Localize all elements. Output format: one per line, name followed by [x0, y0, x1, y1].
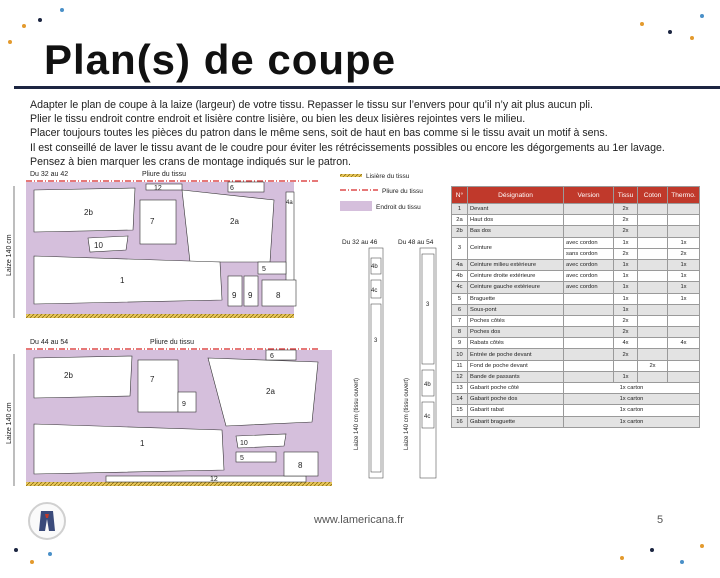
- strip-b-size-label: Du 48 au 54: [398, 239, 434, 246]
- header-version: Version: [564, 187, 614, 204]
- piece-label: 7: [150, 217, 155, 226]
- intro-line: Plier le tissu endroit contre endroit et lisière contre lisière, ou bien les deux lisières rejointes vers le milieu.: [30, 113, 526, 126]
- cell-interfacing: 4x: [668, 338, 700, 349]
- intro-line: Adapter le plan de coupe à la laize (largeur) de votre tissu. Repasser le tissu sur l’envers pour qu’il n’y ait plus aucun pli.: [30, 99, 593, 111]
- intro-line: Placer toujours toutes les pièces du patron dans le même sens, soit de haut en bas comme si le tissu avait un motif à sens.: [30, 127, 608, 140]
- cell-designation: Ceinture: [468, 237, 564, 259]
- selvage-strip: [26, 314, 294, 318]
- intro-line: Il est conseillé de laver le tissu avant de le coudre pour éviter les rétrécissements possibles ou encore les dégorgements au 1er lavage.: [30, 141, 665, 154]
- piece-label: 9: [182, 401, 186, 408]
- cell-interfacing: [668, 204, 700, 215]
- footer-url[interactable]: www.lamericana.fr: [314, 514, 404, 526]
- cell-number: 15: [452, 405, 468, 416]
- cell-version: [564, 349, 614, 360]
- piece-label: 6: [230, 185, 234, 192]
- table-row: [452, 226, 700, 237]
- piece-2a: [208, 358, 318, 426]
- cell-fabric: 2x: [614, 226, 638, 237]
- cell-interfacing: 1x: [668, 282, 700, 293]
- page-title: Plan(s) de coupe: [44, 36, 397, 83]
- piece-label: 4b: [371, 264, 378, 270]
- cell-designation: Fond de poche devant: [468, 360, 564, 371]
- table-row: [452, 215, 700, 226]
- cell-interfacing: 1x: [668, 259, 700, 270]
- brand-logo: [28, 502, 66, 540]
- cell-cotton: [638, 271, 668, 282]
- piece-1: [34, 256, 222, 304]
- cell-number: 12: [452, 371, 468, 382]
- cell-interfacing: [668, 360, 700, 371]
- cell-fabric: 2x: [614, 204, 638, 215]
- piece-label: 3: [426, 302, 430, 308]
- layout-b-width-label: Laize 140 cm: [6, 402, 13, 444]
- jeans-icon: [30, 504, 64, 538]
- piece-3: [371, 304, 381, 472]
- selvage-strip: [26, 482, 332, 486]
- header-cotton: Coton: [638, 187, 668, 204]
- cell-version: avec cordon: [564, 282, 614, 293]
- table-row: [452, 315, 700, 326]
- cell-cotton: [638, 204, 668, 215]
- table-row: [452, 204, 700, 215]
- cell-designation: Ceinture milieu extérieure: [468, 259, 564, 270]
- cell-cardboard: 1x carton: [564, 405, 700, 416]
- cell-version: avec cordon: [564, 259, 614, 270]
- table-row: [452, 394, 700, 405]
- cell-number: 5: [452, 293, 468, 304]
- cell-cotton: [638, 338, 668, 349]
- cell-cotton: [638, 304, 668, 315]
- cell-version: [564, 338, 614, 349]
- table-row: [452, 259, 700, 270]
- cell-cotton: [638, 349, 668, 360]
- header-designation: Désignation: [468, 187, 564, 204]
- cell-number: 1: [452, 204, 468, 215]
- legend: [340, 173, 423, 211]
- cell-fabric: 1x: [614, 304, 638, 315]
- cell-designation: Poches dos: [468, 327, 564, 338]
- cell-designation: Haut dos: [468, 215, 564, 226]
- piece-label: 1: [140, 439, 145, 448]
- cell-fabric: 1x: [614, 293, 638, 304]
- cell-number: 16: [452, 416, 468, 427]
- cell-version: avec cordon: [564, 237, 614, 248]
- legend-fold-label: Pliure du tissu: [382, 188, 423, 195]
- piece-label: 10: [240, 440, 248, 447]
- table-row: [452, 371, 700, 382]
- layout-b-fold-label: Pliure du tissu: [150, 339, 194, 346]
- cell-number: 11: [452, 360, 468, 371]
- layout-a-size-label: Du 32 au 42: [30, 171, 69, 178]
- cell-fabric: 1x: [614, 259, 638, 270]
- cell-designation: Gabarit poche côté: [468, 383, 564, 394]
- piece-12: [146, 184, 182, 190]
- layout-b: [6, 339, 332, 486]
- piece-2a: [182, 190, 274, 262]
- piece-label: 5: [262, 266, 266, 273]
- cell-designation: Gabarit braguette: [468, 416, 564, 427]
- table-row: [452, 405, 700, 416]
- cell-number: 4b: [452, 271, 468, 282]
- table-row: [452, 360, 700, 371]
- page-number: 5: [657, 514, 664, 526]
- layout-b-size-label: Du 44 au 54: [30, 339, 69, 346]
- piece-label: 9: [248, 291, 253, 300]
- strip-a: [342, 239, 383, 478]
- piece-label: 10: [94, 241, 103, 250]
- cell-fabric: 2x: [614, 248, 638, 259]
- piece-label: 2b: [84, 208, 93, 217]
- cell-version: [564, 360, 614, 371]
- cell-number: 4c: [452, 282, 468, 293]
- cell-interfacing: [668, 315, 700, 326]
- cell-designation: Ceinture droite extérieure: [468, 271, 564, 282]
- cell-cotton: [638, 237, 668, 248]
- cell-fabric: 1x: [614, 371, 638, 382]
- cell-designation: Sous-pont: [468, 304, 564, 315]
- cell-interfacing: [668, 226, 700, 237]
- cell-number: 10: [452, 349, 468, 360]
- piece-label: 12: [154, 185, 162, 192]
- cell-version: [564, 371, 614, 382]
- piece-label: 4c: [424, 414, 431, 420]
- piece-label: 9: [232, 291, 237, 300]
- piece-label: 6: [270, 353, 274, 360]
- cell-interfacing: 1x: [668, 237, 700, 248]
- cell-fabric: 4x: [614, 338, 638, 349]
- piece-label: 12: [210, 476, 218, 483]
- cell-version: [564, 293, 614, 304]
- piece-label: 2a: [230, 217, 239, 226]
- table-row: [452, 282, 700, 293]
- cell-version: avec cordon: [564, 271, 614, 282]
- layout-a: [6, 171, 320, 318]
- table-row: [452, 416, 700, 427]
- cell-version: [564, 315, 614, 326]
- cell-cotton: [638, 226, 668, 237]
- piece-label: 2a: [266, 387, 275, 396]
- cell-number: 3: [452, 237, 468, 259]
- cell-cotton: [638, 293, 668, 304]
- table-row: [452, 237, 700, 248]
- piece-label: 8: [276, 291, 281, 300]
- cell-cardboard: 1x carton: [564, 383, 700, 394]
- cell-designation: Gabarit poche dos: [468, 394, 564, 405]
- intro-line: Pensez à bien marquer les crans de montage indiqués sur le patron.: [30, 155, 351, 168]
- piece-label: 8: [298, 461, 303, 470]
- cell-version: [564, 327, 614, 338]
- cell-designation: Bas dos: [468, 226, 564, 237]
- cell-version: [564, 304, 614, 315]
- cell-fabric: [614, 360, 638, 371]
- cell-designation: Entrée de poche devant: [468, 349, 564, 360]
- legend-selvage-label: Lisière du tissu: [366, 173, 410, 180]
- cell-cotton: [638, 259, 668, 270]
- cell-number: 8: [452, 327, 468, 338]
- cell-designation: Rabats côtés: [468, 338, 564, 349]
- cell-fabric: 1x: [614, 237, 638, 248]
- table-row: [452, 293, 700, 304]
- cell-interfacing: 2x: [668, 248, 700, 259]
- cell-interfacing: [668, 327, 700, 338]
- piece-7: [138, 360, 178, 412]
- piece-3: [422, 254, 434, 364]
- cell-number: 14: [452, 394, 468, 405]
- piece-12: [106, 476, 306, 482]
- cell-interfacing: [668, 215, 700, 226]
- layout-a-width-label: Laize 140 cm: [6, 234, 13, 276]
- cell-fabric: 2x: [614, 315, 638, 326]
- cell-interfacing: 1x: [668, 293, 700, 304]
- piece-label: 1: [120, 276, 125, 285]
- layout-a-fold-label: Pliure du tissu: [142, 171, 186, 178]
- cell-cardboard: 1x carton: [564, 394, 700, 405]
- cell-designation: Braguette: [468, 293, 564, 304]
- cell-fabric: 2x: [614, 349, 638, 360]
- piece-label: 3: [374, 338, 378, 344]
- cell-fabric: 1x: [614, 271, 638, 282]
- header-number: N°: [452, 187, 468, 204]
- cell-cotton: [638, 282, 668, 293]
- cell-number: 13: [452, 383, 468, 394]
- cell-designation: Bande de passants: [468, 371, 564, 382]
- strip-b-width-label: Laize 140 cm (tissu ouvert): [404, 377, 410, 450]
- legend-fabric-swatch: [340, 201, 372, 211]
- cell-designation: Devant: [468, 204, 564, 215]
- cell-cotton: [638, 315, 668, 326]
- cell-version: [564, 204, 614, 215]
- header-fabric: Tissu: [614, 187, 638, 204]
- table-row: [452, 338, 700, 349]
- header-interfacing: Thermo.: [668, 187, 700, 204]
- cell-designation: Ceinture gauche extérieure: [468, 282, 564, 293]
- strip-a-size-label: Du 32 au 46: [342, 239, 378, 246]
- cell-number: 9: [452, 338, 468, 349]
- strip-b: [398, 239, 436, 478]
- cell-cotton: [638, 248, 668, 259]
- piece-1: [34, 424, 224, 474]
- cell-version: sans cordon: [564, 248, 614, 259]
- cell-interfacing: [668, 304, 700, 315]
- cell-number: 2a: [452, 215, 468, 226]
- cell-cotton: [638, 371, 668, 382]
- table-header-row: [452, 187, 700, 204]
- piece-7: [140, 200, 176, 244]
- piece-label: 4b: [424, 382, 431, 388]
- piece-label: 7: [150, 375, 155, 384]
- cell-version: [564, 215, 614, 226]
- strip-a-width-label: Laize 140 cm (tissu ouvert): [354, 377, 360, 450]
- cell-cardboard: 1x carton: [564, 416, 700, 427]
- table-row: [452, 383, 700, 394]
- cell-version: [564, 226, 614, 237]
- cell-fabric: 1x: [614, 282, 638, 293]
- cell-number: 6: [452, 304, 468, 315]
- cell-fabric: 2x: [614, 215, 638, 226]
- cell-designation: Poches côtés: [468, 315, 564, 326]
- cell-interfacing: [668, 371, 700, 382]
- piece-label: 4a: [286, 200, 293, 206]
- pieces-table: [451, 186, 700, 428]
- piece-9: [178, 392, 196, 412]
- cell-interfacing: 1x: [668, 271, 700, 282]
- cell-cotton: [638, 215, 668, 226]
- legend-fabric-label: Endroit du tissu: [376, 204, 421, 211]
- cell-fabric: 2x: [614, 327, 638, 338]
- piece-label: 2b: [64, 371, 73, 380]
- legend-selvage-swatch: [340, 174, 362, 177]
- cell-cotton: 2x: [638, 360, 668, 371]
- piece-label: 4c: [371, 288, 378, 294]
- cell-number: 7: [452, 315, 468, 326]
- piece-2b: [34, 356, 132, 398]
- cell-interfacing: [668, 349, 700, 360]
- cell-number: 2b: [452, 226, 468, 237]
- piece-label: 5: [240, 455, 244, 462]
- table-row: [452, 271, 700, 282]
- cell-number: 4a: [452, 259, 468, 270]
- cell-designation: Gabarit rabat: [468, 405, 564, 416]
- table-row: [452, 327, 700, 338]
- table-row: [452, 304, 700, 315]
- table-row: [452, 349, 700, 360]
- cell-cotton: [638, 327, 668, 338]
